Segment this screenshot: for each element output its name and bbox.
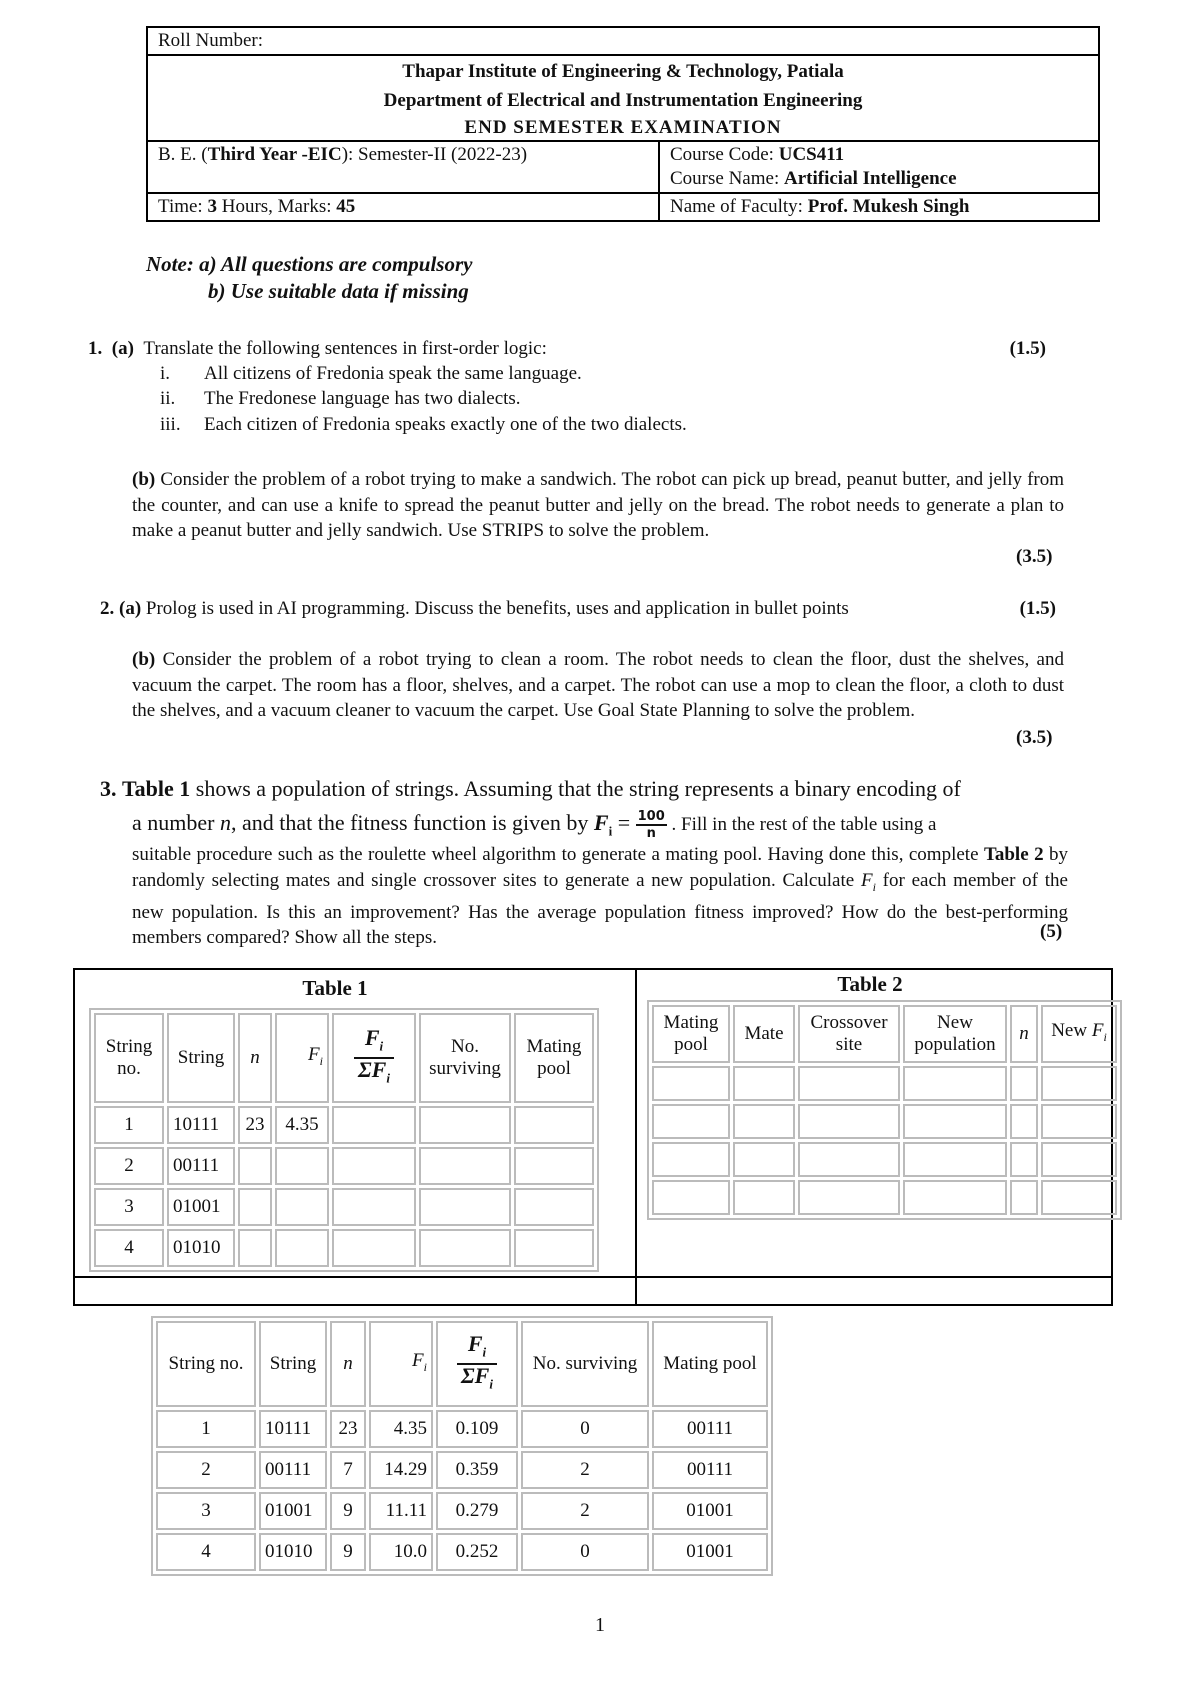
table3-cell: 01001 <box>259 1492 327 1530</box>
t1-header-string: String <box>167 1013 235 1103</box>
note-a: Note: a) All questions are compulsory <box>146 252 473 276</box>
q3-rest <box>132 842 1068 951</box>
q3-line2-b: , and that the fitness function is given by <box>230 810 594 835</box>
q2-a-marks: (1.5) <box>1019 598 1056 619</box>
table1-row <box>94 1106 594 1144</box>
table3-cell: 9 <box>330 1533 366 1571</box>
table1-cell <box>514 1188 594 1226</box>
table2-cell <box>733 1180 795 1215</box>
table3-cell: 0 <box>521 1410 649 1448</box>
table2-cell <box>903 1180 1007 1215</box>
table2-cell <box>652 1142 730 1177</box>
note-b: b) Use suitable data if missing <box>208 279 469 303</box>
table3-cell: 01001 <box>652 1533 768 1571</box>
department-name: Department of Electrical and Instrumentation Engineering <box>383 90 863 111</box>
table1-cell <box>419 1106 511 1144</box>
q3-fraction <box>636 809 667 841</box>
q3-rest-c: for each member of the new population. Is this an improvement? Has the average population fitness improved? How do the best-performing members compared? Show all the steps. <box>132 869 1068 949</box>
table3-cell: 1 <box>156 1410 256 1448</box>
table1-cell: 10111 <box>167 1106 235 1144</box>
table1-cell <box>514 1147 594 1185</box>
t1-header-mating: Mating pool <box>514 1013 594 1103</box>
table3-cell: 10.0 <box>369 1533 433 1571</box>
t3-header-mating: Mating pool <box>652 1321 768 1407</box>
table2-cell <box>903 1066 1007 1101</box>
table1-cell <box>238 1188 272 1226</box>
q1-item-1-num: i. <box>160 363 171 384</box>
q3-fi: F <box>593 810 609 835</box>
table1-cell <box>238 1147 272 1185</box>
q1-b-marks: (3.5) <box>1016 546 1053 567</box>
table3-cell: 0 <box>521 1533 649 1571</box>
q1-item-1-text: All citizens of Fredonia speak the same language. <box>204 363 582 384</box>
t2-header-n: n <box>1010 1005 1038 1063</box>
q3-table2-ref: Table 2 <box>983 844 1044 865</box>
q1-item-3-text: Each citizen of Fredonia speaks exactly one of the two dialects. <box>204 414 687 435</box>
t3-header-surviving: No. surviving <box>521 1321 649 1407</box>
table1-cell <box>238 1229 272 1267</box>
q1-a-label: (a) <box>111 338 134 359</box>
q2-b-marks: (3.5) <box>1016 727 1053 748</box>
q1-a-marks: (1.5) <box>1009 338 1046 359</box>
page-number: 1 <box>595 1614 605 1636</box>
q1-item-2 <box>160 386 521 411</box>
table2-cell <box>1010 1142 1038 1177</box>
t3-header-string-no: String no. <box>156 1321 256 1407</box>
program-semester: ): Semester-II (2022-23) <box>341 144 528 165</box>
table1 <box>89 1008 599 1272</box>
table1-cell <box>275 1229 329 1267</box>
q2-a <box>100 596 1060 621</box>
table2-cell <box>1041 1104 1117 1139</box>
table1-cell <box>419 1229 511 1267</box>
t2-header-mating-pool: Mating pool <box>652 1005 730 1063</box>
roll-number-label: Roll Number: <box>158 30 264 51</box>
table2-title: Table 2 <box>837 972 903 996</box>
course-code: UCS411 <box>778 144 845 165</box>
q1-item-3 <box>160 412 687 437</box>
t1-header-n: n <box>238 1013 272 1103</box>
q2-b-label: (b) <box>132 649 156 670</box>
table1-cell <box>419 1188 511 1226</box>
t3-header-ratio <box>436 1321 518 1407</box>
q2-a-label: (a) <box>119 598 142 619</box>
exam-title: END SEMESTER EXAMINATION <box>464 117 782 138</box>
table3-cell: 0.359 <box>436 1451 518 1489</box>
table3-cell: 4.35 <box>369 1410 433 1448</box>
table3-row <box>156 1492 768 1530</box>
table2-cell <box>1010 1066 1038 1101</box>
q2-a-text: Prolog is used in AI programming. Discuss the benefits, uses and application in bullet points <box>145 598 849 619</box>
table3-cell: 0.109 <box>436 1410 518 1448</box>
table3-cell: 00111 <box>652 1451 768 1489</box>
table3-cell: 2 <box>521 1492 649 1530</box>
table1-cell: 01001 <box>167 1188 235 1226</box>
table3-cell: 9 <box>330 1492 366 1530</box>
q3-line2-a: a number <box>132 810 220 835</box>
table3-cell: 14.29 <box>369 1451 433 1489</box>
q1-a <box>88 336 1068 361</box>
table3-cell: 00111 <box>259 1451 327 1489</box>
table1-row <box>94 1229 594 1267</box>
t2-header-mate: Mate <box>733 1005 795 1063</box>
q1-b <box>132 467 1064 544</box>
t1-header-ratio <box>332 1013 416 1103</box>
q3-fi-inline: $F_i$ <box>860 869 876 894</box>
table1-cell: 01010 <box>167 1229 235 1267</box>
table1-cell <box>514 1229 594 1267</box>
q2-number: 2. <box>100 598 115 619</box>
table2-cell <box>1010 1104 1038 1139</box>
table3-row <box>156 1533 768 1571</box>
table1-cell: 2 <box>94 1147 164 1185</box>
table1-cell: 3 <box>94 1188 164 1226</box>
table1-cell <box>332 1229 416 1267</box>
q3-frac-num: 100 <box>637 808 665 824</box>
table3-row <box>156 1451 768 1489</box>
table1-cell <box>514 1106 594 1144</box>
table2-cell <box>733 1066 795 1101</box>
q3-n: n <box>219 810 231 835</box>
t3-header-string: String <box>259 1321 327 1407</box>
time-cell <box>147 193 659 221</box>
table1-cell <box>332 1147 416 1185</box>
table2-cell <box>798 1180 900 1215</box>
table2-cell <box>1041 1142 1117 1177</box>
t3-ratio-fraction: $\frac{F_i}{\Sigma F_i}$ <box>457 1333 497 1396</box>
table3-cell: 23 <box>330 1410 366 1448</box>
table3-cell: 7 <box>330 1451 366 1489</box>
q1-item-3-num: iii. <box>160 414 181 435</box>
t2-header-new-fi: New $F_i$ <box>1041 1005 1117 1063</box>
table1-cell: 1 <box>94 1106 164 1144</box>
t1-header-surviving: No. surviving <box>419 1013 511 1103</box>
table2 <box>647 1000 1122 1220</box>
q3-line1-text: shows a population of strings. Assuming that the string represents a binary encoding of <box>190 776 961 801</box>
table1-cell: 4 <box>94 1229 164 1267</box>
q2-b-text: Consider the problem of a robot trying to clean a room. The robot needs to clean the floor, dust the shelves, and vacuum the carpet. The room has a floor, shelves, and a carpet. The robot can use a mop to clean the floor, a cloth to dust the shelves, and a vacuum cleaner to vacuum the carpet. Use Goal State Planning to solve the problem. <box>132 649 1064 721</box>
course-cell <box>659 141 1099 193</box>
table2-cell <box>903 1142 1007 1177</box>
q3-number: 3. <box>100 776 117 801</box>
table1-body <box>94 1106 594 1267</box>
tables-divider-horizontal <box>73 1276 1111 1278</box>
table2-row <box>652 1180 1117 1215</box>
table1-cell: 23 <box>238 1106 272 1144</box>
program-prefix: B. E. ( <box>158 144 208 165</box>
t3-header-n: n <box>330 1321 366 1407</box>
table3 <box>151 1316 773 1576</box>
table2-cell <box>652 1180 730 1215</box>
q1-item-2-num: ii. <box>160 388 176 409</box>
table3-cell: 2 <box>521 1451 649 1489</box>
table3-row <box>156 1410 768 1448</box>
q3-line1 <box>100 772 1068 806</box>
table2-cell <box>798 1066 900 1101</box>
time-suffix: Hours, Marks: <box>216 196 337 217</box>
table1-cell <box>332 1188 416 1226</box>
program-cell <box>147 141 659 193</box>
t2-header-new-population: New population <box>903 1005 1007 1063</box>
table3-cell: 01010 <box>259 1533 327 1571</box>
table1-cell: 00111 <box>167 1147 235 1185</box>
table2-row <box>652 1066 1117 1101</box>
t2-header-crossover: Crossover site <box>798 1005 900 1063</box>
time-value: 3 <box>207 196 217 217</box>
table2-cell <box>652 1066 730 1101</box>
course-name-label: Course Name: <box>670 168 784 189</box>
table3-cell: 00111 <box>652 1410 768 1448</box>
q2-b <box>132 647 1064 724</box>
faculty-cell <box>659 193 1099 221</box>
table2-cell <box>733 1142 795 1177</box>
q3-marks: (5) <box>1040 921 1063 942</box>
q3-fi-sub: i <box>608 823 613 839</box>
table3-cell: 4 <box>156 1533 256 1571</box>
table3-cell: 11.11 <box>369 1492 433 1530</box>
table1-cell <box>275 1147 329 1185</box>
q3-eq: = <box>612 810 636 835</box>
table2-cell <box>903 1104 1007 1139</box>
faculty-label: Name of Faculty: <box>670 196 808 217</box>
q3-line2-c: . Fill in the rest of the table using a <box>666 814 937 835</box>
table3-cell: 01001 <box>652 1492 768 1530</box>
tables-divider-vertical <box>635 968 637 1304</box>
table2-cell <box>798 1104 900 1139</box>
table1-row <box>94 1147 594 1185</box>
table3-cell: 0.252 <box>436 1533 518 1571</box>
q3-rest-b: by randomly selecting mates and single crossover sites to generate a new population. Calculate <box>132 844 1069 891</box>
institute-name: Thapar Institute of Engineering & Technology, Patiala <box>402 61 844 82</box>
t3-header-fi: $F_i$ <box>369 1321 433 1407</box>
program-year: Third Year -EIC <box>207 144 342 165</box>
t1-ratio-fraction: $\frac{F_i}{\Sigma F_i}$ <box>354 1027 394 1090</box>
time-label: Time: <box>158 196 208 217</box>
table1-cell: 4.35 <box>275 1106 329 1144</box>
table2-cell <box>798 1142 900 1177</box>
q1-item-1 <box>160 361 582 386</box>
table3-cell: 3 <box>156 1492 256 1530</box>
course-code-label: Course Code: <box>670 144 779 165</box>
t1-header-fi: $F_i$ <box>275 1013 329 1103</box>
table3-cell: 2 <box>156 1451 256 1489</box>
course-name: Artificial Intelligence <box>783 168 957 189</box>
table3-cell: 0.279 <box>436 1492 518 1530</box>
table1-cell <box>275 1188 329 1226</box>
table1-cell <box>332 1106 416 1144</box>
table1-title: Table 1 <box>302 976 368 1000</box>
q1-number: 1. <box>88 338 103 359</box>
table2-cell <box>1041 1180 1117 1215</box>
q1-b-text: Consider the problem of a robot trying to make a sandwich. The robot can pick up bread, peanut butter, and jelly from the counter, and can use a knife to spread the peanut butter and jelly on the bread. The robot needs to generate a plan to make a peanut butter and jelly sandwich. Use STRIPS to solve the problem. <box>132 469 1064 541</box>
table3-body <box>156 1410 768 1571</box>
table3-cell: 10111 <box>259 1410 327 1448</box>
table1-cell <box>419 1147 511 1185</box>
table2-cell <box>1010 1180 1038 1215</box>
faculty-name: Prof. Mukesh Singh <box>807 196 970 217</box>
table2-cell <box>733 1104 795 1139</box>
table2-row <box>652 1104 1117 1139</box>
marks-value: 45 <box>336 196 356 217</box>
q3-frac-den: n <box>646 825 656 841</box>
q1-b-label: (b) <box>132 469 156 490</box>
table2-cell <box>652 1104 730 1139</box>
table1-row <box>94 1188 594 1226</box>
q1-a-text: Translate the following sentences in first-order logic: <box>143 338 547 359</box>
q3-rest-a: suitable procedure such as the roulette wheel algorithm to generate a mating pool. Having done this, complete <box>132 844 984 865</box>
institute-block <box>147 55 1099 141</box>
table2-body <box>652 1066 1117 1215</box>
q3-table1-ref: Table 1 <box>122 776 191 801</box>
table2-row <box>652 1142 1117 1177</box>
exam-header-table <box>146 26 1100 222</box>
q1-item-2-text: The Fredonese language has two dialects. <box>204 388 521 409</box>
table2-cell <box>1041 1066 1117 1101</box>
roll-number-cell <box>147 27 1099 55</box>
t1-header-string-no: String no. <box>94 1013 164 1103</box>
